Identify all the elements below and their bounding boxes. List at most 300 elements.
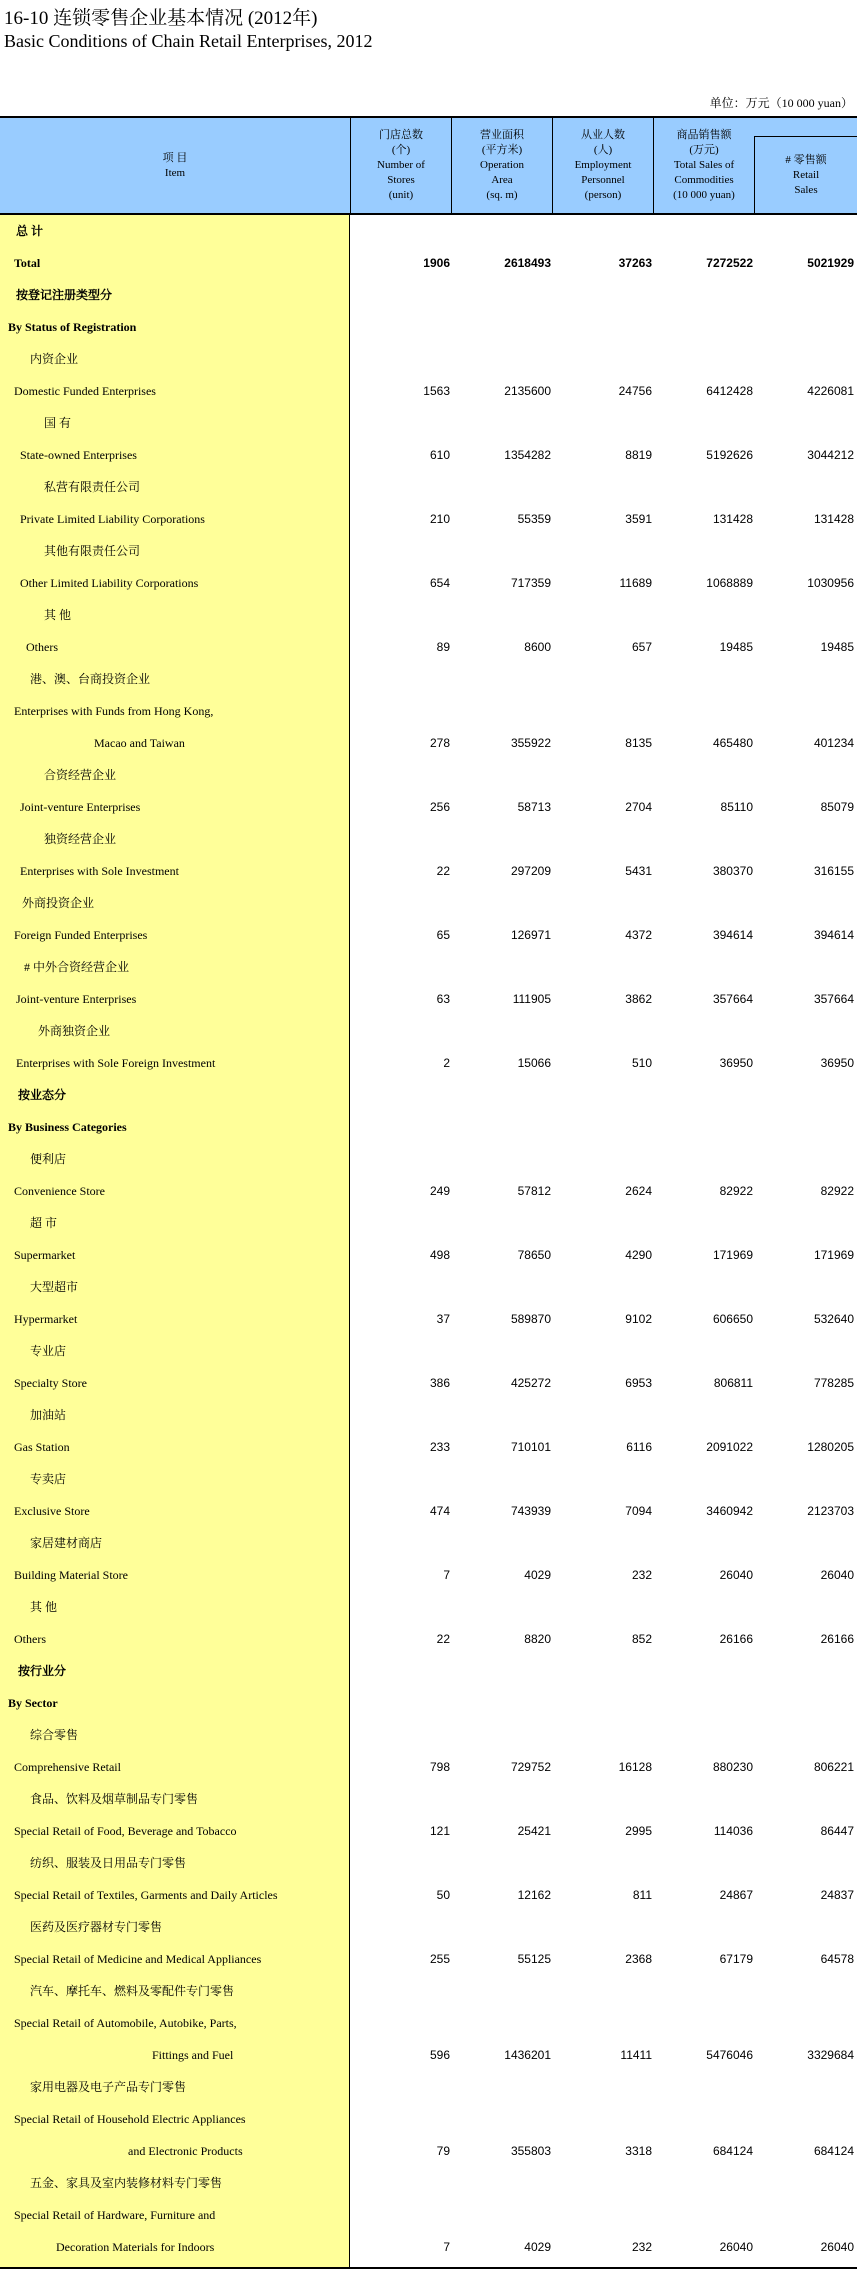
cell-value: 1068889 — [706, 576, 753, 590]
page-title-en: Basic Conditions of Chain Retail Enterprises, 2012 — [4, 31, 373, 51]
cell-value: 22 — [436, 864, 450, 878]
table-row — [0, 1175, 857, 1207]
header-col-4-cn: 商品销售额 — [676, 129, 732, 141]
cell-value: 232 — [631, 1568, 652, 1582]
row-label: 总 计 — [16, 224, 44, 238]
cell-value: 8135 — [625, 736, 652, 750]
table-row — [0, 1847, 857, 1879]
cell-value: 729752 — [510, 1760, 551, 1774]
cell-value: 684124 — [813, 2144, 854, 2158]
unit-label: 单位：万元（10 000 yuan） — [709, 96, 853, 110]
row-label: 港、澳、台商投资企业 — [30, 672, 151, 686]
row-label: 医药及医疗器材专门零售 — [30, 1920, 163, 1934]
table-row — [0, 855, 857, 887]
table-row — [0, 535, 857, 567]
cell-value: 126971 — [510, 928, 551, 942]
cell-value: 297209 — [510, 864, 551, 878]
cell-value: 50 — [436, 1888, 450, 1902]
header-col-5-line-1: Sales — [794, 183, 818, 196]
table-row — [0, 1431, 857, 1463]
row-label: Supermarket — [14, 1248, 76, 1262]
row-label: 食品、饮料及烟草制品专门零售 — [30, 1792, 199, 1806]
cell-value: 1436201 — [504, 2048, 551, 2062]
cell-value: 86447 — [820, 1824, 854, 1838]
cell-value: 171969 — [813, 1248, 854, 1262]
page-title-cn: 16-10 连锁零售企业基本情况 (2012年) — [4, 8, 318, 29]
row-label: 其 他 — [44, 608, 72, 622]
cell-value: 6116 — [626, 1440, 652, 1454]
table-row — [0, 311, 857, 343]
cell-value: 37263 — [618, 256, 652, 270]
cell-value: 474 — [429, 1504, 450, 1518]
table-row — [0, 1687, 857, 1719]
cell-value: 606650 — [712, 1312, 753, 1326]
cell-value: 131428 — [712, 512, 753, 526]
table-row — [0, 1655, 857, 1687]
cell-value: 654 — [429, 576, 450, 590]
table-row — [0, 1271, 857, 1303]
cell-value: 89 — [436, 640, 450, 654]
row-label: 合资经营企业 — [44, 768, 117, 782]
row-label: Others — [14, 1632, 46, 1646]
cell-value: 58713 — [517, 800, 551, 814]
cell-value: 22 — [436, 1632, 450, 1646]
header-col-4-line-2: Commodities — [674, 174, 734, 186]
cell-value: 232 — [631, 2240, 652, 2254]
cell-value: 5021929 — [807, 256, 854, 270]
cell-value: 15066 — [517, 1056, 551, 1070]
cell-value: 1280205 — [807, 1440, 854, 1454]
cell-value: 2135600 — [504, 384, 551, 398]
table-row — [0, 1591, 857, 1623]
table-row — [0, 567, 857, 599]
table-row — [0, 823, 857, 855]
cell-value: 316155 — [813, 864, 854, 878]
cell-value: 710101 — [510, 1440, 551, 1454]
table-row — [0, 727, 857, 759]
cell-value: 589870 — [510, 1312, 551, 1326]
cell-value: 1354282 — [504, 448, 551, 462]
cell-value: 3318 — [625, 2144, 652, 2158]
cell-value: 82922 — [820, 1184, 854, 1198]
table-row — [0, 1463, 857, 1495]
cell-value: 806221 — [813, 1760, 854, 1774]
row-label: 大型超市 — [30, 1280, 79, 1294]
cell-value: 4372 — [625, 928, 652, 942]
table-row — [0, 1559, 857, 1591]
row-label: By Status of Registration — [8, 320, 137, 334]
cell-value: 4290 — [625, 1248, 652, 1262]
cell-value: 2995 — [625, 1824, 652, 1838]
cell-value: 3460942 — [706, 1504, 753, 1518]
row-label: Enterprises with Sole Foreign Investment — [16, 1056, 216, 1070]
cell-value: 401234 — [813, 736, 854, 750]
cell-value: 684124 — [712, 2144, 753, 2158]
table-row — [0, 1047, 857, 1079]
cell-value: 1030956 — [807, 576, 854, 590]
row-label: Gas Station — [14, 1440, 70, 1454]
header-col-3-line-1: Employment — [574, 159, 632, 171]
cell-value: 26040 — [719, 2240, 753, 2254]
cell-value: 55125 — [517, 1952, 551, 1966]
row-label: Comprehensive Retail — [14, 1760, 121, 1774]
header-col-3-line-3: (person) — [584, 189, 622, 201]
header-col-3-line-0: (人) — [593, 144, 613, 156]
row-label: 超 市 — [30, 1216, 58, 1230]
row-label: Others — [26, 640, 58, 654]
cell-value: 26166 — [820, 1632, 854, 1646]
table-row — [0, 1367, 857, 1399]
cell-value: 25421 — [517, 1824, 551, 1838]
row-label: Total — [14, 256, 41, 270]
row-label: Decoration Materials for Indoors — [56, 2240, 215, 2254]
row-label: 专卖店 — [30, 1472, 67, 1486]
cell-value: 171969 — [712, 1248, 753, 1262]
cell-value: 36950 — [820, 1056, 854, 1070]
cell-value: 386 — [429, 1376, 450, 1390]
row-label: Specialty Store — [14, 1376, 87, 1390]
cell-value: 57812 — [517, 1184, 551, 1198]
row-label: 便利店 — [30, 1152, 67, 1166]
table-row — [0, 1399, 857, 1431]
cell-value: 19485 — [719, 640, 753, 654]
cell-value: 465480 — [712, 736, 753, 750]
row-label: By Business Categories — [8, 1120, 127, 1134]
table-row — [0, 1527, 857, 1559]
cell-value: 85079 — [820, 800, 854, 814]
row-label: Special Retail of Medicine and Medical Appliances — [14, 1952, 262, 1966]
cell-value: 12162 — [517, 1888, 551, 1902]
cell-value: 24837 — [820, 1888, 854, 1902]
table-row — [0, 1879, 857, 1911]
table-row — [0, 599, 857, 631]
table-row — [0, 1815, 857, 1847]
cell-value: 82922 — [719, 1184, 753, 1198]
table-row — [0, 1911, 857, 1943]
cell-value: 255 — [429, 1952, 450, 1966]
header-col-2 — [451, 118, 552, 213]
row-label: Convenience Store — [14, 1184, 105, 1198]
table-row — [0, 1207, 857, 1239]
row-label: Fittings and Fuel — [152, 2048, 234, 2062]
table-row — [0, 1335, 857, 1367]
header-col-2-line-0: (平方米) — [481, 144, 523, 156]
cell-value: 67179 — [719, 1952, 753, 1966]
row-label: 私营有限责任公司 — [44, 480, 141, 494]
table-row — [0, 1111, 857, 1143]
cell-value: 8819 — [625, 448, 652, 462]
cell-value: 355922 — [510, 736, 551, 750]
cell-value: 798 — [429, 1760, 450, 1774]
row-label: 按业态分 — [18, 1088, 67, 1102]
table-row — [0, 375, 857, 407]
cell-value: 717359 — [510, 576, 551, 590]
row-label: Enterprises with Funds from Hong Kong, — [14, 704, 214, 718]
row-label: By Sector — [8, 1696, 58, 1710]
table-row — [0, 631, 857, 663]
cell-value: 26040 — [820, 1568, 854, 1582]
cell-value: 2624 — [625, 1184, 652, 1198]
cell-value: 24756 — [618, 384, 652, 398]
cell-value: 7 — [443, 2240, 450, 2254]
row-label: Foreign Funded Enterprises — [14, 928, 148, 942]
row-label: Joint-venture Enterprises — [20, 800, 141, 814]
row-label: 加油站 — [30, 1408, 67, 1422]
cell-value: 6953 — [625, 1376, 652, 1390]
table-row — [0, 663, 857, 695]
table-row — [0, 471, 857, 503]
table-row — [0, 2103, 857, 2135]
cell-value: 3591 — [625, 512, 652, 526]
row-label: Domestic Funded Enterprises — [14, 384, 156, 398]
cell-value: 114036 — [713, 1824, 753, 1838]
header-col-1 — [350, 118, 451, 213]
cell-value: 210 — [429, 512, 450, 526]
header-col-5-line-0: Retail — [792, 168, 820, 181]
header-col-0 — [0, 118, 350, 213]
row-label: Hypermarket — [14, 1312, 78, 1326]
row-label: Special Retail of Hardware, Furniture and — [14, 2208, 216, 2222]
row-label: Special Retail of Textiles, Garments and Daily Articles — [14, 1888, 278, 1902]
header-col-3-cn: 从业人数 — [581, 129, 625, 141]
header-col-3 — [552, 118, 653, 213]
table-row — [0, 1303, 857, 1335]
header-col-4-line-3: (10 000 yuan) — [673, 189, 735, 201]
table-row — [0, 1015, 857, 1047]
row-label: Exclusive Store — [14, 1504, 90, 1518]
header-col-1-line-0: (个) — [391, 144, 411, 156]
cell-value: 1563 — [423, 384, 450, 398]
row-label: 专业店 — [30, 1344, 67, 1358]
cell-value: 5476046 — [706, 2048, 753, 2062]
cell-value: 7094 — [625, 1504, 652, 1518]
table-row — [0, 887, 857, 919]
cell-value: 2368 — [625, 1952, 652, 1966]
table-row — [0, 503, 857, 535]
cell-value: 3329684 — [807, 2048, 854, 2062]
header-col-4-line-0: (万元) — [689, 144, 719, 156]
cell-value: 131428 — [813, 512, 854, 526]
cell-value: 2 — [443, 1056, 450, 1070]
cell-value: 26040 — [820, 2240, 854, 2254]
cell-value: 278 — [429, 736, 450, 750]
cell-value: 425272 — [510, 1376, 551, 1390]
row-label: 家居建材商店 — [30, 1536, 103, 1550]
row-label: Special Retail of Automobile, Autobike, Parts, — [14, 2016, 237, 2030]
table-row — [0, 2007, 857, 2039]
header-col-2-line-1: Operation — [480, 159, 524, 171]
table-row — [0, 2039, 857, 2071]
cell-value: 111905 — [512, 992, 551, 1006]
row-label: Macao and Taiwan — [94, 736, 185, 750]
row-label: 汽车、摩托车、燃料及零配件专门零售 — [30, 1984, 235, 1998]
table-row — [0, 1975, 857, 2007]
cell-value: 26166 — [719, 1632, 753, 1646]
table-row — [0, 2167, 857, 2199]
cell-value: 63 — [436, 992, 450, 1006]
table-body — [0, 215, 857, 2267]
cell-value: 657 — [631, 640, 652, 654]
cell-value: 37 — [436, 1312, 450, 1326]
table-row — [0, 1239, 857, 1271]
cell-value: 85110 — [720, 800, 753, 814]
cell-value: 9102 — [625, 1312, 652, 1326]
row-label: Special Retail of Household Electric Appliances — [14, 2112, 246, 2126]
cell-value: 79 — [436, 2144, 450, 2158]
cell-value: 256 — [429, 800, 450, 814]
cell-value: 8600 — [524, 640, 551, 654]
cell-value: 811 — [632, 1888, 652, 1902]
table-row — [0, 983, 857, 1015]
header-col-2-line-3: (sq. m) — [486, 189, 518, 201]
cell-value: 2091022 — [706, 1440, 753, 1454]
header-col-2-line-2: Area — [491, 174, 513, 186]
row-label: 按登记注册类型分 — [16, 288, 113, 302]
row-label: State-owned Enterprises — [20, 448, 137, 462]
cell-value: 355803 — [510, 2144, 551, 2158]
header-col-2-cn: 营业面积 — [480, 129, 524, 141]
row-label: 其他有限责任公司 — [44, 544, 141, 558]
row-label: Joint-venture Enterprises — [16, 992, 137, 1006]
table-row — [0, 695, 857, 727]
cell-value: 26040 — [719, 1568, 753, 1582]
table-row — [0, 247, 857, 279]
cell-value: 610 — [429, 448, 450, 462]
header-col-0-cn: 项 目 — [162, 151, 188, 164]
cell-value: 357664 — [712, 992, 753, 1006]
table-row — [0, 759, 857, 791]
table-row — [0, 1495, 857, 1527]
cell-value: 2704 — [625, 800, 652, 814]
cell-value: 852 — [631, 1632, 652, 1646]
cell-value: 3044212 — [807, 448, 854, 462]
cell-value: 4029 — [524, 2240, 551, 2254]
row-label: and Electronic Products — [128, 2144, 243, 2158]
table-row — [0, 279, 857, 311]
header-col-1-cn: 门店总数 — [379, 129, 423, 141]
cell-value: 55359 — [517, 512, 551, 526]
cell-value: 806811 — [713, 1376, 753, 1390]
cell-value: 7272522 — [706, 256, 753, 270]
cell-value: 498 — [429, 1248, 450, 1262]
header-col-4 — [653, 118, 754, 213]
header-col-4-line-1: Total Sales of — [673, 159, 735, 171]
cell-value: 5192626 — [706, 448, 753, 462]
table-row — [0, 2231, 857, 2263]
cell-value: 8820 — [524, 1632, 551, 1646]
cell-value: 24867 — [719, 1888, 753, 1902]
row-label: 纺织、服装及日用品专门零售 — [30, 1856, 187, 1870]
row-label: 家用电器及电子产品专门零售 — [30, 2080, 187, 2094]
cell-value: 3862 — [625, 992, 652, 1006]
cell-value: 121 — [429, 1824, 450, 1838]
table-row — [0, 919, 857, 951]
row-label: Other Limited Liability Corporations — [20, 576, 199, 590]
row-label: 国 有 — [44, 416, 72, 430]
header-col-5-cn: # 零售额 — [785, 153, 827, 166]
cell-value: 394614 — [712, 928, 753, 942]
cell-value: 1906 — [423, 256, 450, 270]
table-row — [0, 791, 857, 823]
cell-value: 510 — [631, 1056, 652, 1070]
cell-value: 64578 — [820, 1952, 854, 1966]
table-row — [0, 1943, 857, 1975]
table-row — [0, 1079, 857, 1111]
row-label: 按行业分 — [18, 1664, 67, 1678]
cell-value: 2618493 — [504, 256, 551, 270]
cell-value: 380370 — [712, 864, 753, 878]
statistics-table — [0, 116, 857, 2267]
cell-value: 233 — [429, 1440, 450, 1454]
cell-value: 11411 — [620, 2048, 652, 2062]
row-label: 独资经营企业 — [44, 832, 117, 846]
table-row — [0, 951, 857, 983]
row-label: 综合零售 — [30, 1728, 79, 1742]
table-row — [0, 1783, 857, 1815]
cell-value: 78650 — [517, 1248, 551, 1262]
cell-value: 357664 — [813, 992, 854, 1006]
cell-value: 778285 — [813, 1376, 854, 1390]
cell-value: 65 — [436, 928, 450, 942]
cell-value: 4029 — [524, 1568, 551, 1582]
row-label: 其 他 — [30, 1600, 58, 1614]
table-header — [0, 116, 857, 215]
cell-value: 19485 — [820, 640, 854, 654]
table-row — [0, 1623, 857, 1655]
table-row — [0, 2199, 857, 2231]
row-label: Private Limited Liability Corporations — [20, 512, 205, 526]
header-col-3-line-2: Personnel — [581, 174, 625, 186]
row-label: # 中外合资经营企业 — [24, 960, 130, 974]
header-col-1-line-3: (unit) — [388, 189, 414, 201]
cell-value: 11689 — [619, 576, 652, 590]
table-row — [0, 1143, 857, 1175]
cell-value: 743939 — [510, 1504, 551, 1518]
header-col-1-line-1: Number of — [377, 159, 425, 171]
table-row — [0, 1719, 857, 1751]
table-row — [0, 1751, 857, 1783]
cell-value: 4226081 — [807, 384, 854, 398]
header-col-1-line-2: Stores — [387, 174, 415, 186]
table-row — [0, 2071, 857, 2103]
cell-value: 16128 — [618, 1760, 652, 1774]
header-col-0-line-0: Item — [164, 166, 186, 179]
cell-value: 7 — [443, 1568, 450, 1582]
row-label: 外商独资企业 — [38, 1024, 111, 1038]
cell-value: 880230 — [712, 1760, 753, 1774]
cell-value: 394614 — [813, 928, 854, 942]
table-row — [0, 215, 857, 247]
row-label: 内资企业 — [30, 352, 79, 366]
row-label: Enterprises with Sole Investment — [20, 864, 179, 878]
table-row — [0, 2135, 857, 2167]
table-row — [0, 343, 857, 375]
row-label: Building Material Store — [14, 1568, 128, 1582]
row-label: 外商投资企业 — [22, 896, 95, 910]
cell-value: 596 — [429, 2048, 450, 2062]
cell-value: 6412428 — [706, 384, 753, 398]
table-row — [0, 407, 857, 439]
row-label: 五金、家具及室内装修材料专门零售 — [30, 2176, 223, 2190]
cell-value: 36950 — [719, 1056, 753, 1070]
cell-value: 249 — [429, 1184, 450, 1198]
table-row — [0, 439, 857, 471]
cell-value: 2123703 — [807, 1504, 854, 1518]
row-label: Special Retail of Food, Beverage and Tobacco — [14, 1824, 237, 1838]
cell-value: 532640 — [813, 1312, 854, 1326]
header-col-5 — [754, 136, 857, 213]
cell-value: 5431 — [625, 864, 652, 878]
